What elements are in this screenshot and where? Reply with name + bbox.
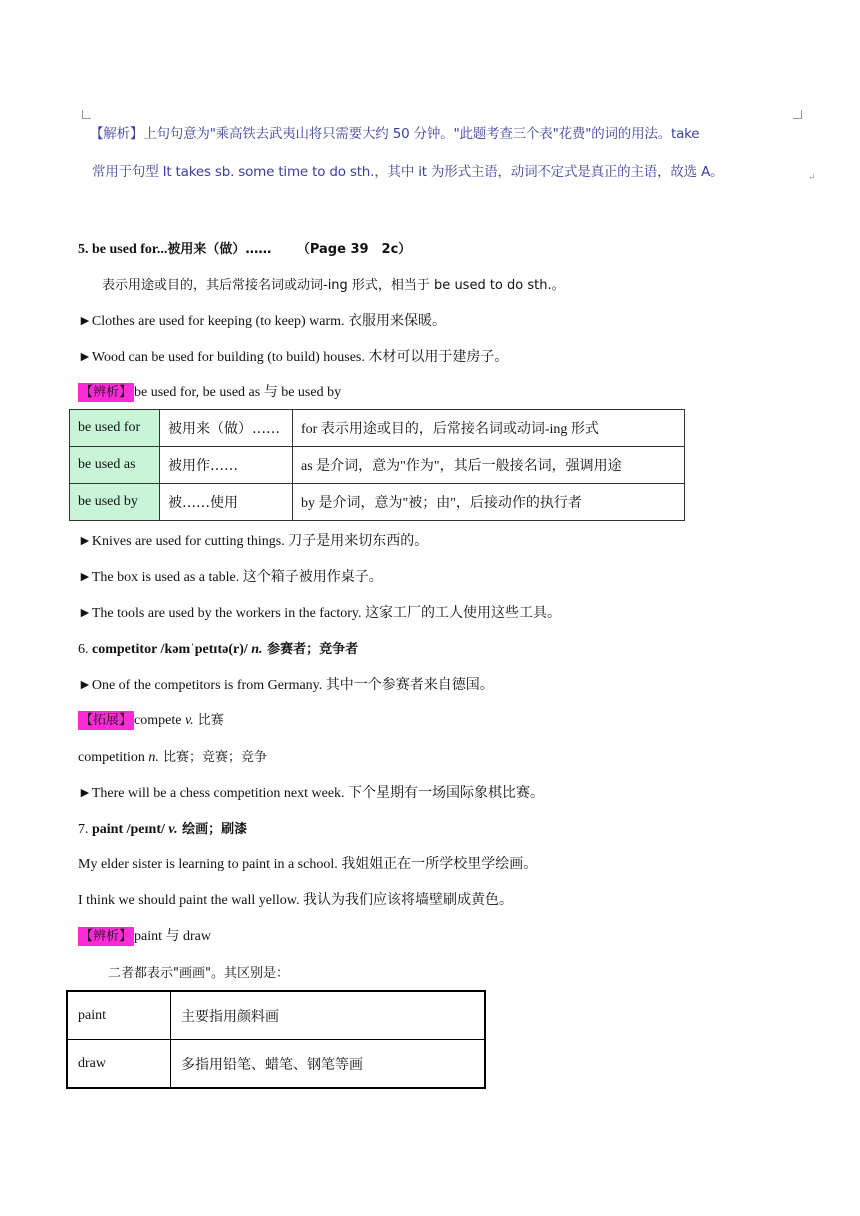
section-5-heading xyxy=(78,238,411,258)
part-of-speech: v. xyxy=(184,713,194,728)
section-7-desc: 二者都表示"画画"。其区别是： xyxy=(108,966,289,981)
distinguish-line xyxy=(78,381,341,401)
table-cell-meaning: 被用作…… xyxy=(160,447,293,484)
table-cell-term: be used for xyxy=(70,410,160,447)
section-6-heading xyxy=(78,638,358,658)
distinguish-text: paint 与 draw xyxy=(134,929,211,944)
table-row xyxy=(70,410,685,447)
analysis-line-2: 常用于句型 It takes sb. some time to do sth.，其中 it 为形式主语，动词不定式是真正的主语，故选 A。 xyxy=(92,164,724,180)
table-cell-note: 多指用铅笔、蜡笔、钢笔等画 xyxy=(171,1040,486,1089)
table-cell-note: for 表示用途或目的，后常接名词或动词-ing 形式 xyxy=(293,410,685,447)
corner-mark-top-right xyxy=(793,110,802,119)
distinguish-line xyxy=(78,925,211,945)
paint-draw-table xyxy=(66,990,486,1089)
table-row xyxy=(70,484,685,521)
example-sentence: ►The tools are used by the workers in the factory. 这家工厂的工人使用这些工具。 xyxy=(78,606,562,621)
section-number: 7. xyxy=(78,822,92,837)
example-sentence: ►Clothes are used for keeping (to keep) warm. 衣服用来保暖。 xyxy=(78,314,447,329)
section-5-desc: 表示用途或目的，其后常接名词或动词-ing 形式，相当于 be used to do sth.。 xyxy=(102,278,565,293)
example-sentence: ►One of the competitors is from Germany. 其中一个参赛者来自德国。 xyxy=(78,678,494,693)
example-sentence: My elder sister is learning to paint in a school. 我姐姐正在一所学校里学绘画。 xyxy=(78,857,538,872)
example-sentence: I think we should paint the wall yellow. 我认为我们应该将墙壁刷成黄色。 xyxy=(78,893,513,908)
table-cell-note: as 是介词，意为"作为"，其后一般接名词，强调用途 xyxy=(293,447,685,484)
example-sentence: ►Wood can be used for building (to build) houses. 木材可以用于建房子。 xyxy=(78,350,509,365)
heading-term: competitor /kəmˈpetɪtə(r)/ xyxy=(92,642,252,657)
distinguish-tag: 【辨析】 xyxy=(80,929,133,944)
extension-tag: 【拓展】 xyxy=(80,713,133,728)
heading-term: paint /peɪnt/ xyxy=(92,822,169,837)
section-number: 5. xyxy=(78,242,92,257)
table-cell-term: paint xyxy=(67,991,171,1040)
part-of-speech: v. xyxy=(168,822,178,837)
heading-term: be used for... xyxy=(92,242,168,257)
section-number: 6. xyxy=(78,642,92,657)
paragraph-mark: ↵ xyxy=(808,172,816,182)
table-cell-note: 主要指用颜料画 xyxy=(171,991,486,1040)
table-row xyxy=(67,1040,485,1089)
table-cell-term: be used as xyxy=(70,447,160,484)
heading-cn: 参赛者；竞争者 xyxy=(262,642,359,657)
table-cell-term: be used by xyxy=(70,484,160,521)
example-sentence: ►Knives are used for cutting things. 刀子是用来切东西的。 xyxy=(78,534,429,549)
extension-line-2 xyxy=(78,746,267,766)
usage-comparison-table xyxy=(69,409,685,521)
table-cell-meaning: 被……使用 xyxy=(160,484,293,521)
example-sentence: ►There will be a chess competition next week. 下个星期有一场国际象棋比赛。 xyxy=(78,786,545,801)
extension-cn: 比赛 xyxy=(193,713,224,728)
heading-cn: 绘画；刷漆 xyxy=(177,822,248,837)
heading-cn: 被用来（做）…… xyxy=(167,242,272,257)
extension-cn: 比赛；竞赛；竞争 xyxy=(158,750,268,765)
distinguish-text: be used for, be used as 与 be used by xyxy=(134,385,342,400)
table-row xyxy=(67,991,485,1040)
extension-word: compete xyxy=(134,713,185,728)
table-row xyxy=(70,447,685,484)
extension-word: competition xyxy=(78,750,149,765)
distinguish-tag: 【辨析】 xyxy=(80,385,133,400)
extension-line xyxy=(78,709,224,729)
part-of-speech: n. xyxy=(251,642,263,657)
section-7-heading xyxy=(78,818,247,838)
example-sentence: ►The box is used as a table. 这个箱子被用作桌子。 xyxy=(78,570,383,585)
analysis-line-1: 【解析】上句句意为"乘高铁去武夷山将只需要大约 50 分钟。"此题考查三个表"花费"的词的用法。take xyxy=(90,126,700,142)
table-cell-meaning: 被用来（做）…… xyxy=(160,410,293,447)
part-of-speech: n. xyxy=(148,750,159,765)
table-cell-note: by 是介词，意为"被；由"，后接动作的执行者 xyxy=(293,484,685,521)
corner-mark-top-left xyxy=(82,110,91,119)
table-cell-term: draw xyxy=(67,1040,171,1089)
page-reference: （Page 39 2c） xyxy=(296,242,412,257)
